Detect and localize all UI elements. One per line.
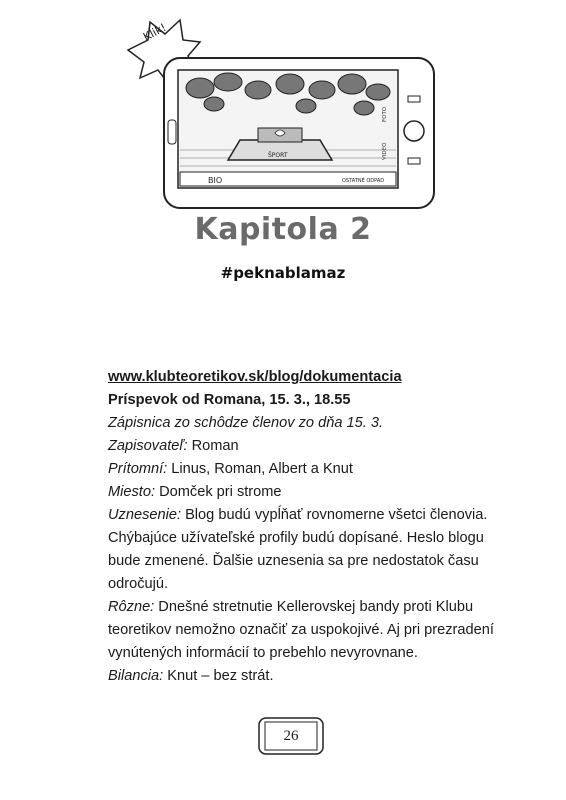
field-balance: Bilancia: Knut – bez strát.: [108, 668, 274, 684]
phone-illustration: [0, 0, 566, 215]
blog-url-link[interactable]: www.klubteoretikov.sk/blog/dokumentacia: [108, 369, 402, 385]
chapter-hashtag: #peknablamaz: [220, 264, 346, 282]
chapter-title: Kapitola 2: [194, 212, 372, 247]
svg-text:ŠPORT: ŠPORT: [268, 152, 288, 159]
page-number-badge: [258, 716, 324, 756]
shutter-button-icon: [404, 121, 424, 141]
blog-post: [108, 366, 508, 688]
page-number: 26: [283, 728, 299, 744]
svg-text:FOTO: FOTO: [382, 106, 388, 122]
svg-text:VIDEO: VIDEO: [382, 142, 388, 160]
post-heading: Príspevok od Romana, 15. 3., 18.55: [108, 392, 351, 408]
field-resolution: Uznesenie: Blog budú vypĺňať rovnomerne všetci členovia. Chýbajúce užívateľské profily budú dopísané. Heslo blogu bude zmenené. Ďalšie uznesenia sa pre nedostatok času odročujú.: [108, 507, 488, 592]
post-subtitle: Zápisnica zo schôdze členov zo dňa 15. 3.: [108, 415, 384, 431]
field-misc: Rôzne: Dnešné stretnutie Kellerovskej bandy proti Klubu teoretikov nemožno označiť za uspokojivé. Aj pri prezradení vynútených informácií to prebehlo nevyrovnane.: [108, 599, 494, 661]
svg-text:OSTATNÉ ODPAD: OSTATNÉ ODPAD: [342, 178, 385, 184]
field-recorder: Zapisovateľ: Roman: [108, 438, 239, 454]
field-present: Prítomní: Linus, Roman, Albert a Knut: [108, 461, 353, 477]
click-text: Klik!: [141, 20, 169, 44]
field-place: Miesto: Domček pri strome: [108, 484, 282, 500]
svg-text:BIO: BIO: [208, 176, 223, 185]
